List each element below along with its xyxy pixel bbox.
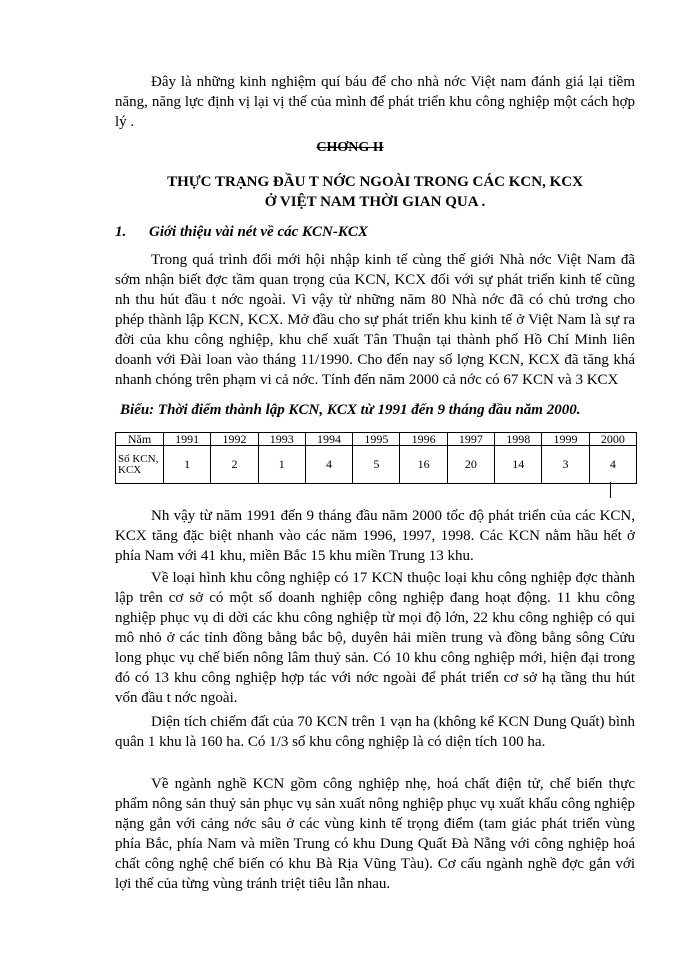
year-cell: 1996 bbox=[400, 433, 447, 446]
establishment-table bbox=[115, 432, 637, 484]
paragraph-2: Nh vậy từ năm 1991 đến 9 tháng đầu năm 2000 tốc độ phát triển của các KCN, KCX tăng đặc biệt nhanh vào các năm 1996, 1997, 1998. Các KCN nằm hầu hết ở phía Nam với 41 khu, miền Bắc 15 khu miền Trung 13 khu. bbox=[115, 508, 635, 564]
chapter-title-line-2: Ở VIỆT NAM THỜI GIAN QUA . bbox=[264, 194, 486, 210]
chapter-title-line-1: THỰC TRẠNG ĐẦU T NỚC NGOÀI TRONG CÁC KCN, KCX bbox=[167, 174, 583, 190]
count-cell: 16 bbox=[400, 446, 447, 484]
year-cell: 1993 bbox=[258, 433, 305, 446]
table-caption: Biểu: Thời điểm thành lập KCN, KCX từ 1991 đến 9 tháng đầu năm 2000. bbox=[120, 402, 581, 418]
count-cell: 14 bbox=[495, 446, 542, 484]
year-cell: 1999 bbox=[542, 433, 589, 446]
year-cell: 2000 bbox=[589, 433, 636, 446]
intro-paragraph: Đây là những kinh nghiệm quí báu để cho nhà nớc Việt nam đánh giá lại tiềm năng, năng lực định vị lại vị thế của mình để phát triển khu công nghiệp một cách hợp lý . bbox=[115, 74, 635, 130]
table-value-row bbox=[116, 446, 637, 484]
year-cell: 1992 bbox=[211, 433, 258, 446]
count-cell: 4 bbox=[589, 446, 636, 484]
section-number: 1. bbox=[115, 224, 127, 240]
chapter-heading: CHƠNG II bbox=[316, 140, 384, 155]
year-cell: 1998 bbox=[495, 433, 542, 446]
table-tick-mark bbox=[610, 482, 611, 498]
count-cell: 2 bbox=[211, 446, 258, 484]
section-title: Giới thiệu vài nét về các KCN-KCX bbox=[149, 224, 368, 240]
count-cell: 4 bbox=[305, 446, 352, 484]
year-cell: 1995 bbox=[353, 433, 400, 446]
year-cell: 1997 bbox=[447, 433, 494, 446]
count-cell: 3 bbox=[542, 446, 589, 484]
table-header-label: Năm bbox=[116, 433, 164, 446]
paragraph-3: Về loại hình khu công nghiệp có 17 KCN thuộc loại khu công nghiệp đợc thành lập trên cơ sở có một số doanh nghiệp công nghiệp đang hoạt động. 11 khu công nghiệp phục vụ di dời các khu công nghiệp từ mọi độ lớn, 22 khu công nghiệp có qui mô nhỏ ở các tỉnh đồng bằng bắc bộ, duyên hải miền trung và đồng bằng sông Cửu long phục vụ chế biến nông lâm thuỷ sản. Có 10 khu công nghiệp mới, hiện đại trong đó có 13 khu công nghiệp hợp tác với nớc ngoài để phát triển cơ sở hạ tầng thu hút vốn đầu t nớc ngoài. bbox=[115, 570, 635, 706]
count-cell: 1 bbox=[164, 446, 211, 484]
paragraph-1: Trong quá trình đổi mới hội nhập kinh tế cùng thế giới Nhà nớc Việt Nam đã sớm nhận biết đợc tầm quan trọng của KCN, KCX đối với sự phát triển kinh tế cũng nh thu hút đầu t nớc ngoài. Vì vậy từ những năm 80 Nhà nớc đã có chủ trơng cho phép thành lập KCN, KCX. Mở đầu cho sự phát triển khu kinh tế ở Việt Nam là sự ra đời của khu công nghiệp, khu chế xuất Tân Thuận tại thành phố Hồ Chí Minh liên doanh với Đài loan vào tháng 11/1990. Cho đến nay số lợng KCN, KCX đã tăng khá nhanh chóng trên phạm vi cả nớc. Tính đến năm 2000 cả nớc có 67 KCN và 3 KCX bbox=[115, 252, 635, 388]
table-row-label: Số KCN, KCX bbox=[116, 446, 164, 484]
count-cell: 5 bbox=[353, 446, 400, 484]
table-header-row bbox=[116, 433, 637, 446]
paragraph-4: Diện tích chiếm đất của 70 KCN trên 1 vạn ha (không kể KCN Dung Quất) bình quân 1 khu là 160 ha. Có 1/3 số khu công nghiệp là có diện tích 100 ha. bbox=[115, 714, 635, 750]
year-cell: 1991 bbox=[164, 433, 211, 446]
paragraph-5: Về ngành nghề KCN gồm công nghiệp nhẹ, hoá chất điện tử, chế biến thực phẩm nông sản thuỷ sản phục vụ sản xuất nông nghiệp phục vụ xuất khẩu công nghiệp nặng gắn với cảng nớc sâu ở các vùng kinh tế trọng điểm (tam giác phát triển vùng phía Bắc, phía Nam và miền Trung có khu Dung Quất Đà Nẵng với công nghiệp hoá chất công nghệ chế biến có khu Bà Rịa Vũng Tàu). Cơ cấu ngành nghề đợc gắn với lợi thế của từng vùng tránh triệt tiêu lẫn nhau. bbox=[115, 776, 635, 892]
count-cell: 1 bbox=[258, 446, 305, 484]
year-cell: 1994 bbox=[305, 433, 352, 446]
section-heading bbox=[115, 224, 635, 241]
count-cell: 20 bbox=[447, 446, 494, 484]
